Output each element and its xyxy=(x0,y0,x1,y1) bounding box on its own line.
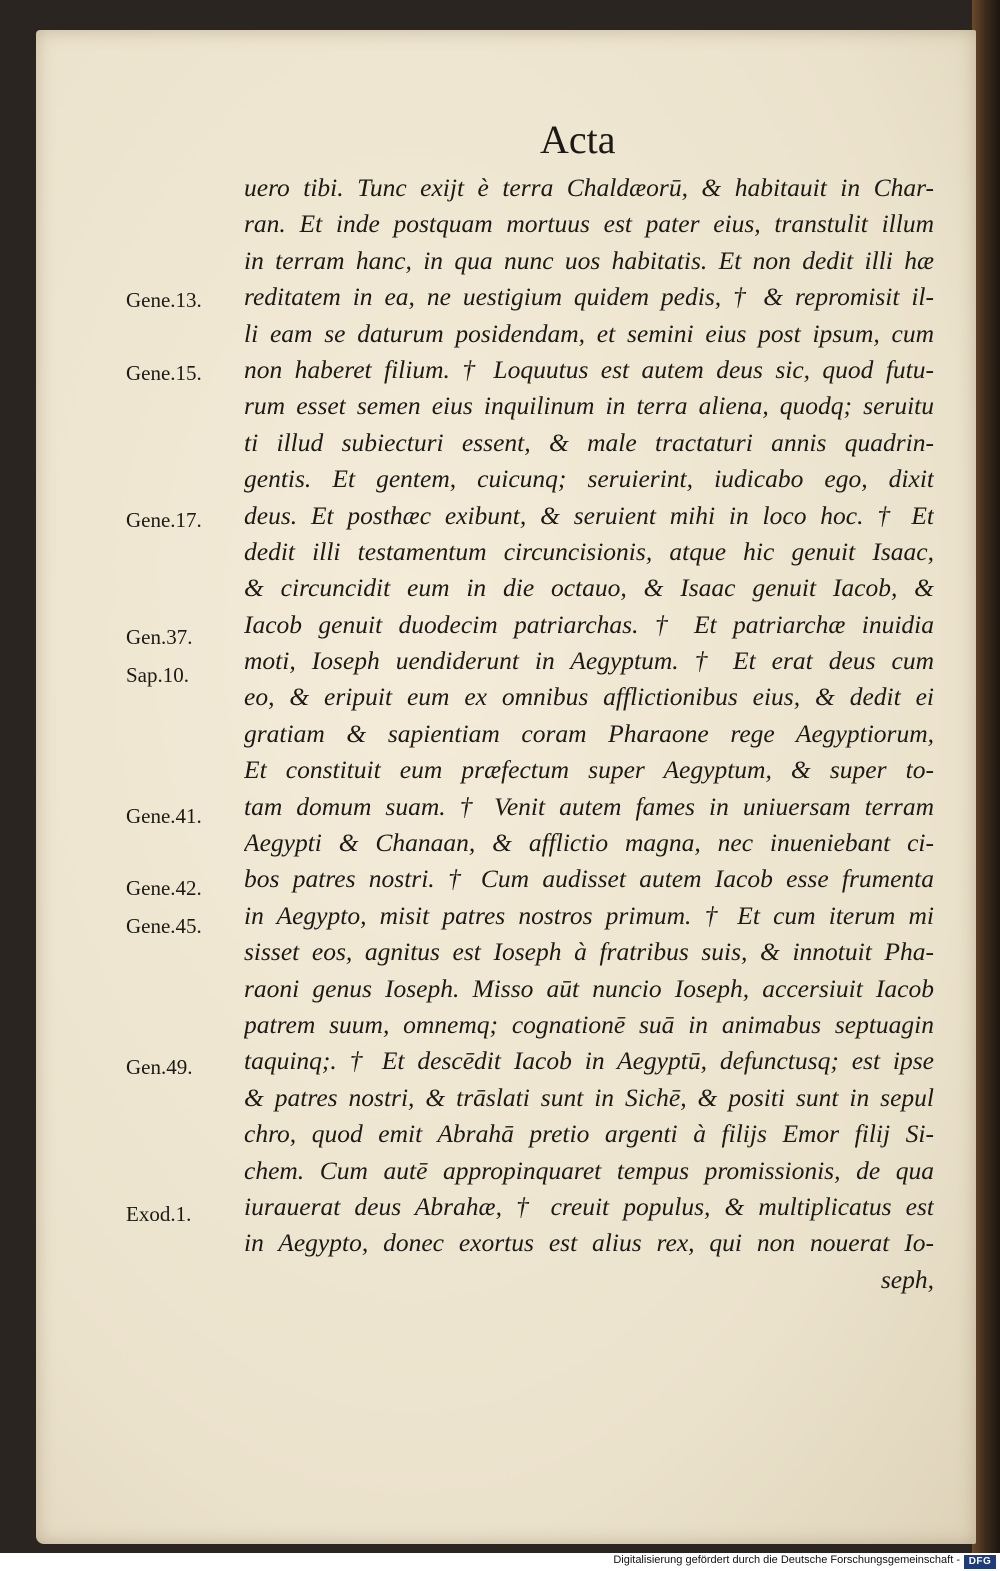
margin-note: Gene.15. xyxy=(126,361,202,385)
text-line: sisset eos, agnitus est Ioseph à fratribus suis, & innotuit Pha- xyxy=(244,937,934,967)
text-line: iurauerat deus Abrahæ, † creuit populus, & multiplicatus est xyxy=(244,1191,934,1221)
text-line: patrem suum, omnemq; cognationē suā in animabus septuagin xyxy=(244,1009,934,1039)
margin-note: Gene.17. xyxy=(126,508,202,532)
margin-note: Sap.10. xyxy=(126,663,189,687)
text-line: Aegypti & Chanaan, & afflictio magna, nec inueniebant ci- xyxy=(244,828,934,858)
text-line: li eam se daturum posidendam, et semini eius post ipsum, cum xyxy=(244,318,934,348)
text-line: deus. Et posthæc exibunt, & seruient mihi in loco hoc. † Et xyxy=(244,500,934,530)
text-line: in Aegypto, donec exortus est alius rex, qui non nouerat Io- xyxy=(244,1228,934,1258)
text-line: taquinq;. † Et descēdit Iacob in Aegyptū, defunctusq; est ipse xyxy=(244,1046,934,1076)
text-line: gratiam & sapientiam coram Pharaone rege Aegyptiorum, xyxy=(244,718,934,748)
text-line: in terram hanc, in qua nunc uos habitatis. Et non dedit illi hæ xyxy=(244,245,934,275)
margin-note: Exod.1. xyxy=(126,1202,192,1226)
running-title: Acta xyxy=(540,117,616,162)
text-line: bos patres nostri. † Cum audisset autem Iacob esse frumenta xyxy=(244,864,934,894)
text-line: raoni genus Ioseph. Misso aūt nuncio Ioseph, accersiuit Iacob xyxy=(244,973,934,1003)
text-line: chem. Cum autē appropinquaret tempus promissionis, de qua xyxy=(244,1155,934,1185)
text-line: Iacob genuit duodecim patriarchas. † Et patriarchæ inuidia xyxy=(244,609,934,639)
text-line: moti, Ioseph uendiderunt in Aegyptum. † Et erat deus cum xyxy=(244,646,934,676)
text-line: gentis. Et gentem, cuicunq; seruierint, iudicabo ego, dixit xyxy=(244,464,934,494)
margin-note: Gene.13. xyxy=(126,288,202,312)
text-line: rum esset semen eius inquilinum in terra aliena, quodq; seruitu xyxy=(244,391,934,421)
text-line: reditatem in ea, ne uestigium quidem pedis, † & repromisit il- xyxy=(244,282,934,312)
margin-note: Gen.37. xyxy=(126,625,193,649)
funding-notice: Digitalisierung gefördert durch die Deutsche Forschungsgemeinschaft - xyxy=(613,1554,960,1566)
margin-note: Gen.49. xyxy=(126,1055,193,1079)
text-line: dedit illi testamentum circuncisionis, atque hic genuit Isaac, xyxy=(244,536,934,566)
footer-bar xyxy=(0,1553,1000,1571)
text-line: ran. Et inde postquam mortuus est pater eius, transtulit illum xyxy=(244,209,934,239)
text-line: & circuncidit eum in die octauo, & Isaac genuit Iacob, & xyxy=(244,573,934,603)
catchword: seph, xyxy=(880,1264,934,1294)
margin-note: Gene.42. xyxy=(126,876,202,900)
text-line: uero tibi. Tunc exijt è terra Chaldæorū, & habitauit in Char- xyxy=(244,173,934,202)
margin-note: Gene.41. xyxy=(126,804,202,828)
text-line: tam domum suam. † Venit autem fames in uniuersam terram xyxy=(244,791,934,821)
text-line: chro, quod emit Abrahā pretio argenti à filijs Emor filij Si- xyxy=(244,1119,934,1149)
text-line: eo, & eripuit eum ex omnibus afflictionibus eius, & dedit ei xyxy=(244,682,934,712)
text-line: in Aegypto, misit patres nostros primum. † Et cum iterum mi xyxy=(244,900,934,930)
text-line: & patres nostri, & trāslati sunt in Sichē, & positi sunt in sepul xyxy=(244,1082,934,1112)
text-line: ti illud subiecturi essent, & male tractaturi annis quadrin- xyxy=(244,427,934,457)
book-edge xyxy=(972,0,1000,1571)
body-text xyxy=(244,170,934,1298)
margin-note: Gene.45. xyxy=(126,914,202,938)
dfg-logo: DFG xyxy=(964,1555,996,1569)
text-line: Et constituit eum præfectum super Aegyptum, & super to- xyxy=(244,755,934,785)
text-line: non haberet filium. † Loquutus est autem deus sic, quod futu- xyxy=(244,354,934,384)
